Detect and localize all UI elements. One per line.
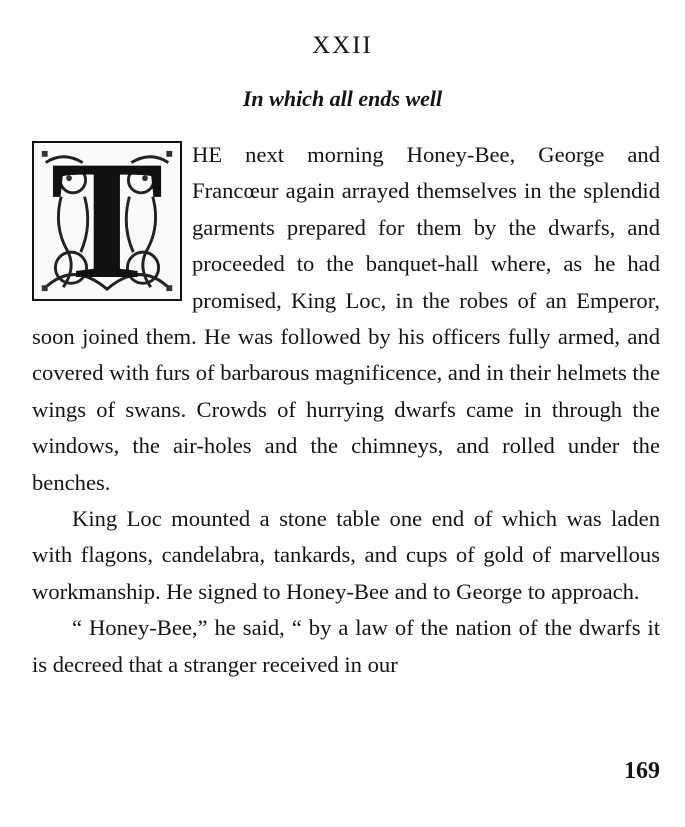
paragraph-1-text: HE next morning Honey-Bee, George and Francœur again arrayed themselves in the splendid garments prepared for them by the dwarfs, and proceeded to the banquet-hall where, as he had promised, King Loc, in the robes of an Emperor, soon joined them. He was followed by his officers fully armed, and covered with furs of barbarous magnificence, and in their helmets the wings of swans. Crowds of hurrying dwarfs came in through the windows, the air-holes and the chimneys, and rolled under the benches.	[32, 142, 661, 495]
dropcap-letter: T	[50, 126, 164, 314]
page-number: 169	[624, 758, 660, 784]
chapter-title: In which all ends well	[242, 86, 443, 111]
ornamental-initial-icon	[32, 126, 182, 314]
paragraph-3: “ Honey-Bee,” he said, “ by a law of the nation of the dwarfs it is decreed that a stranger received in our	[32, 615, 660, 677]
paragraph-2: King Loc mounted a stone table one end of which was laden with flagons, candelabra, tankards, and cups of gold of marvellous workmanship. He signed to Honey-Bee and to George to approach.	[32, 506, 660, 604]
chapter-body	[32, 126, 661, 683]
chapter-number: XXII	[312, 32, 373, 59]
paragraph-1	[32, 126, 661, 501]
